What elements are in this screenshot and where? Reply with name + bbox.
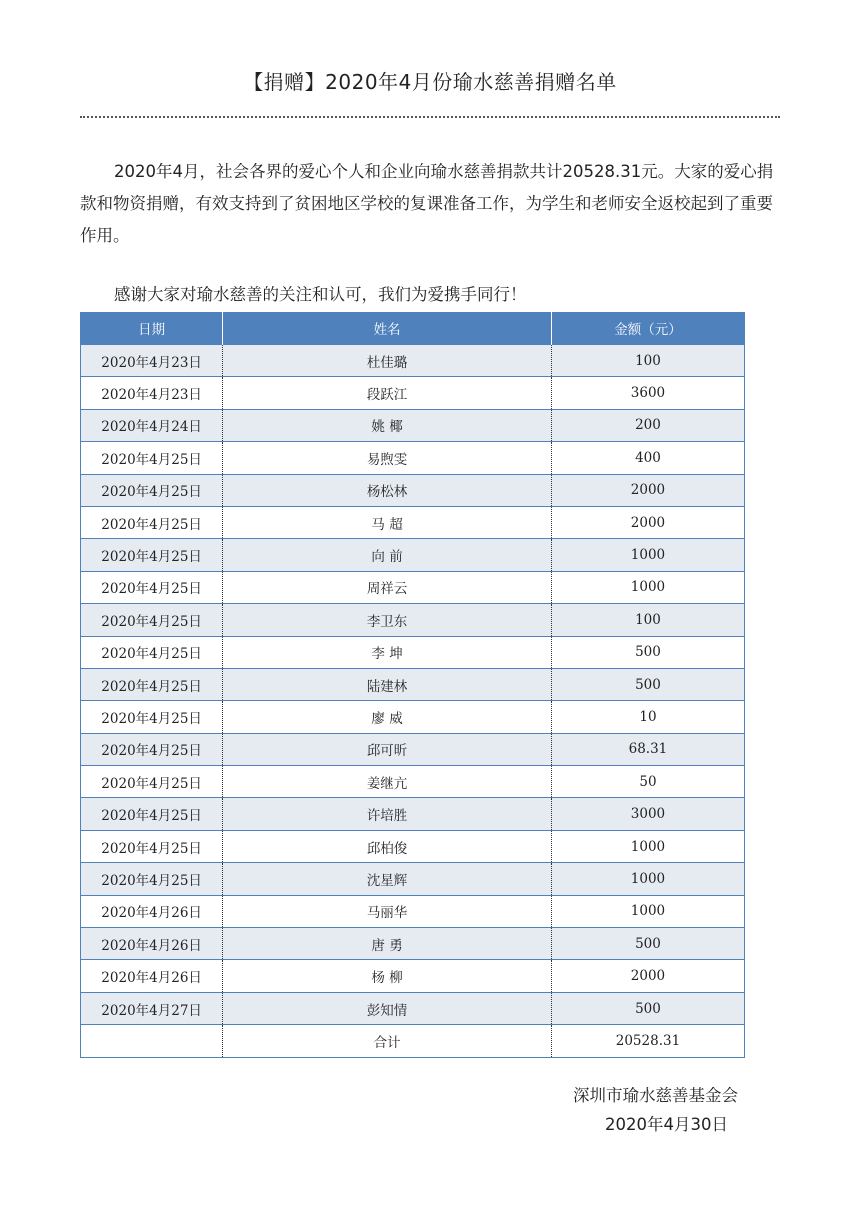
cell-name: 周祥云: [223, 571, 552, 603]
table-row: [81, 409, 745, 441]
cell-name: 彭知情: [223, 992, 552, 1024]
cell-date: 2020年4月25日: [81, 863, 223, 895]
cell-amount: 100: [551, 604, 744, 636]
cell-amount: 2000: [551, 506, 744, 538]
cell-date: 2020年4月23日: [81, 345, 223, 377]
total-row: [81, 1025, 745, 1057]
cell-amount: 1000: [551, 895, 744, 927]
cell-name: 杨 柳: [223, 960, 552, 992]
cell-date: 2020年4月24日: [81, 409, 223, 441]
cell-name: 沈星辉: [223, 863, 552, 895]
cell-date: 2020年4月25日: [81, 474, 223, 506]
table-row: [81, 636, 745, 668]
cell-date: 2020年4月25日: [81, 539, 223, 571]
cell-amount: 1000: [551, 571, 744, 603]
table-row: [81, 604, 745, 636]
table-row: [81, 345, 745, 377]
cell-amount: 1000: [551, 863, 744, 895]
cell-name: 马丽华: [223, 895, 552, 927]
cell-name: 邱可昕: [223, 733, 552, 765]
table-row: [81, 992, 745, 1024]
cell-date: 2020年4月25日: [81, 668, 223, 700]
cell-amount: 1000: [551, 539, 744, 571]
cell-date: 2020年4月26日: [81, 895, 223, 927]
table-row: [81, 895, 745, 927]
table-row: [81, 733, 745, 765]
cell-name: 邱柏俊: [223, 830, 552, 862]
cell-amount: 68.31: [551, 733, 744, 765]
cell-amount: 200: [551, 409, 744, 441]
cell-name: 杜佳璐: [223, 345, 552, 377]
total-date: [81, 1025, 223, 1057]
cell-date: 2020年4月25日: [81, 830, 223, 862]
cell-date: 2020年4月25日: [81, 442, 223, 474]
cell-date: 2020年4月25日: [81, 571, 223, 603]
cell-date: 2020年4月27日: [81, 992, 223, 1024]
cell-name: 易煦雯: [223, 442, 552, 474]
table-row: [81, 701, 745, 733]
table-row: [81, 863, 745, 895]
donation-table: [80, 312, 745, 1058]
cell-name: 许培胜: [223, 798, 552, 830]
cell-date: 2020年4月25日: [81, 701, 223, 733]
cell-date: 2020年4月26日: [81, 928, 223, 960]
table-row: [81, 539, 745, 571]
cell-name: 段跃江: [223, 377, 552, 409]
cell-amount: 500: [551, 668, 744, 700]
table-row: [81, 766, 745, 798]
cell-name: 李 坤: [223, 636, 552, 668]
table-row: [81, 571, 745, 603]
cell-amount: 500: [551, 928, 744, 960]
title-divider: [80, 116, 780, 118]
cell-amount: 100: [551, 345, 744, 377]
cell-name: 马 超: [223, 506, 552, 538]
cell-name: 李卫东: [223, 604, 552, 636]
table-row: [81, 928, 745, 960]
cell-amount: 500: [551, 636, 744, 668]
header-date: 日期: [81, 312, 223, 345]
cell-name: 姚 椰: [223, 409, 552, 441]
document-title: 【捐赠】2020年4月份瑜水慈善捐赠名单: [243, 70, 617, 94]
cell-name: 廖 威: [223, 701, 552, 733]
cell-date: 2020年4月25日: [81, 798, 223, 830]
thanks-paragraph: 感谢大家对瑜水慈善的关注和认可，我们为爱携手同行！: [114, 285, 527, 304]
table-row: [81, 377, 745, 409]
cell-name: 陆建林: [223, 668, 552, 700]
signature-date: 2020年4月30日: [605, 1115, 728, 1134]
header-name: 姓名: [223, 312, 552, 345]
cell-date: 2020年4月25日: [81, 506, 223, 538]
table-row: [81, 506, 745, 538]
table-body: [81, 345, 745, 1025]
table-row: [81, 960, 745, 992]
cell-amount: 3000: [551, 798, 744, 830]
table-row: [81, 668, 745, 700]
cell-name: 向 前: [223, 539, 552, 571]
table-row: [81, 474, 745, 506]
cell-date: 2020年4月25日: [81, 636, 223, 668]
cell-amount: 2000: [551, 474, 744, 506]
cell-amount: 50: [551, 766, 744, 798]
signature-organization: 深圳市瑜水慈善基金会: [573, 1086, 738, 1105]
cell-date: 2020年4月25日: [81, 766, 223, 798]
table-header-row: [81, 312, 745, 345]
cell-date: 2020年4月26日: [81, 960, 223, 992]
table-row: [81, 830, 745, 862]
cell-amount: 10: [551, 701, 744, 733]
cell-name: 姜继亢: [223, 766, 552, 798]
table-row: [81, 798, 745, 830]
cell-name: 杨松林: [223, 474, 552, 506]
cell-amount: 400: [551, 442, 744, 474]
cell-amount: 500: [551, 992, 744, 1024]
intro-paragraph: 2020年4月，社会各界的爱心个人和企业向瑜水慈善捐款共计20528.31元。大家的爱心捐款和物资捐赠，有效支持到了贫困地区学校的复课准备工作，为学生和老师安全返校起到了重要作用。: [80, 162, 774, 245]
cell-date: 2020年4月25日: [81, 733, 223, 765]
total-label: 合计: [223, 1025, 552, 1057]
table-row: [81, 442, 745, 474]
cell-date: 2020年4月23日: [81, 377, 223, 409]
cell-name: 唐 勇: [223, 928, 552, 960]
cell-amount: 3600: [551, 377, 744, 409]
cell-amount: 1000: [551, 830, 744, 862]
total-amount: 20528.31: [551, 1025, 744, 1057]
header-amount: 金额（元）: [551, 312, 744, 345]
cell-date: 2020年4月25日: [81, 604, 223, 636]
cell-amount: 2000: [551, 960, 744, 992]
